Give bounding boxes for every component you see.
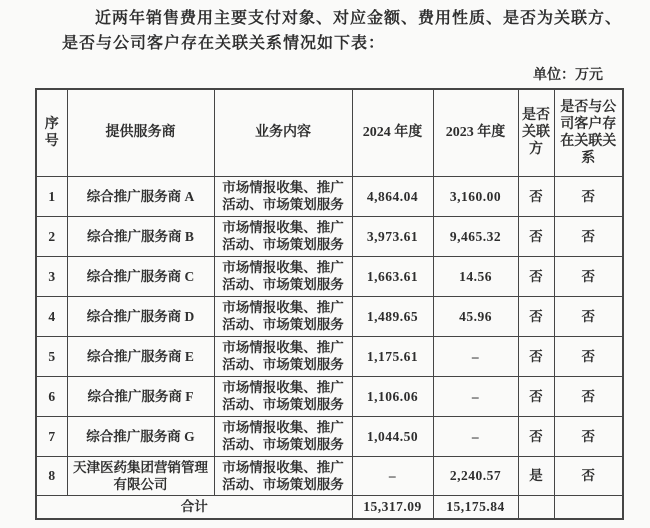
cell-related: 否 [518, 336, 554, 376]
cell-client-related: 否 [554, 176, 623, 216]
cell-client-related: 否 [554, 456, 623, 495]
cell-provider: 综合推广服务商 G [67, 416, 214, 456]
intro-line-2: 是否与公司客户存在关联关系情况如下表： [62, 35, 386, 52]
total-client-related [554, 495, 623, 519]
cell-2024: 4,864.04 [352, 176, 433, 216]
cell-business: 市场情报收集、推广活动、市场策划服务 [214, 456, 352, 495]
header-related-party: 是否关联方 [518, 89, 554, 176]
cell-provider: 综合推广服务商 E [67, 336, 214, 376]
cell-provider: 综合推广服务商 C [67, 256, 214, 296]
cell-client-related: 否 [554, 296, 623, 336]
table-row [36, 256, 623, 296]
intro-line-1: 近两年销售费用主要支付对象、对应金额、费用性质、是否为关联方、 [95, 10, 623, 27]
total-label: 合计 [36, 495, 352, 519]
cell-business: 市场情报收集、推广活动、市场策划服务 [214, 256, 352, 296]
cell-related: 否 [518, 216, 554, 256]
cell-2023: – [433, 376, 518, 416]
cell-2023: 14.56 [433, 256, 518, 296]
cell-business: 市场情报收集、推广活动、市场策划服务 [214, 176, 352, 216]
total-row [36, 495, 623, 519]
cell-client-related: 否 [554, 216, 623, 256]
total-2024: 15,317.09 [352, 495, 433, 519]
cell-2023: – [433, 416, 518, 456]
expense-table [35, 88, 624, 520]
cell-provider: 综合推广服务商 D [67, 296, 214, 336]
cell-2024: 1,044.50 [352, 416, 433, 456]
cell-2024: 1,106.06 [352, 376, 433, 416]
header-business: 业务内容 [214, 89, 352, 176]
cell-seq: 1 [36, 176, 67, 216]
cell-seq: 3 [36, 256, 67, 296]
table-row [36, 296, 623, 336]
cell-provider: 综合推广服务商 A [67, 176, 214, 216]
cell-seq: 7 [36, 416, 67, 456]
cell-business: 市场情报收集、推广活动、市场策划服务 [214, 376, 352, 416]
cell-2024: – [352, 456, 433, 495]
cell-business: 市场情报收集、推广活动、市场策划服务 [214, 336, 352, 376]
cell-related: 否 [518, 176, 554, 216]
cell-client-related: 否 [554, 256, 623, 296]
cell-2024: 1,489.65 [352, 296, 433, 336]
cell-2023: 9,465.32 [433, 216, 518, 256]
cell-provider: 综合推广服务商 B [67, 216, 214, 256]
cell-2023: 45.96 [433, 296, 518, 336]
cell-client-related: 否 [554, 376, 623, 416]
cell-2024: 3,973.61 [352, 216, 433, 256]
cell-business: 市场情报收集、推广活动、市场策划服务 [214, 416, 352, 456]
table-row [36, 416, 623, 456]
header-client-relation: 是否与公司客户存在关联关系 [554, 89, 623, 176]
cell-business: 市场情报收集、推广活动、市场策划服务 [214, 216, 352, 256]
cell-related: 否 [518, 256, 554, 296]
header-provider: 提供服务商 [67, 89, 214, 176]
cell-related: 否 [518, 376, 554, 416]
cell-provider: 天津医药集团营销管理有限公司 [67, 456, 214, 495]
cell-seq: 2 [36, 216, 67, 256]
table-row [36, 336, 623, 376]
cell-2024: 1,175.61 [352, 336, 433, 376]
table-row [36, 216, 623, 256]
total-related [518, 495, 554, 519]
cell-related: 否 [518, 416, 554, 456]
intro-paragraph [62, 6, 628, 56]
cell-2024: 1,663.61 [352, 256, 433, 296]
header-2023: 2023 年度 [433, 89, 518, 176]
cell-client-related: 否 [554, 336, 623, 376]
cell-seq: 4 [36, 296, 67, 336]
unit-label: 单位：万元 [533, 68, 603, 83]
document-page [0, 6, 650, 528]
header-2024: 2024 年度 [352, 89, 433, 176]
cell-seq: 8 [36, 456, 67, 495]
cell-client-related: 否 [554, 416, 623, 456]
cell-2023: 3,160.00 [433, 176, 518, 216]
cell-business: 市场情报收集、推广活动、市场策划服务 [214, 296, 352, 336]
table-row [36, 376, 623, 416]
cell-2023: 2,240.57 [433, 456, 518, 495]
table-row [36, 456, 623, 495]
cell-related: 是 [518, 456, 554, 495]
header-seq: 序号 [36, 89, 67, 176]
cell-seq: 6 [36, 376, 67, 416]
table-header-row [36, 89, 623, 176]
cell-2023: – [433, 336, 518, 376]
table-row [36, 176, 623, 216]
cell-seq: 5 [36, 336, 67, 376]
total-2023: 15,175.84 [433, 495, 518, 519]
cell-related: 否 [518, 296, 554, 336]
cell-provider: 综合推广服务商 F [67, 376, 214, 416]
